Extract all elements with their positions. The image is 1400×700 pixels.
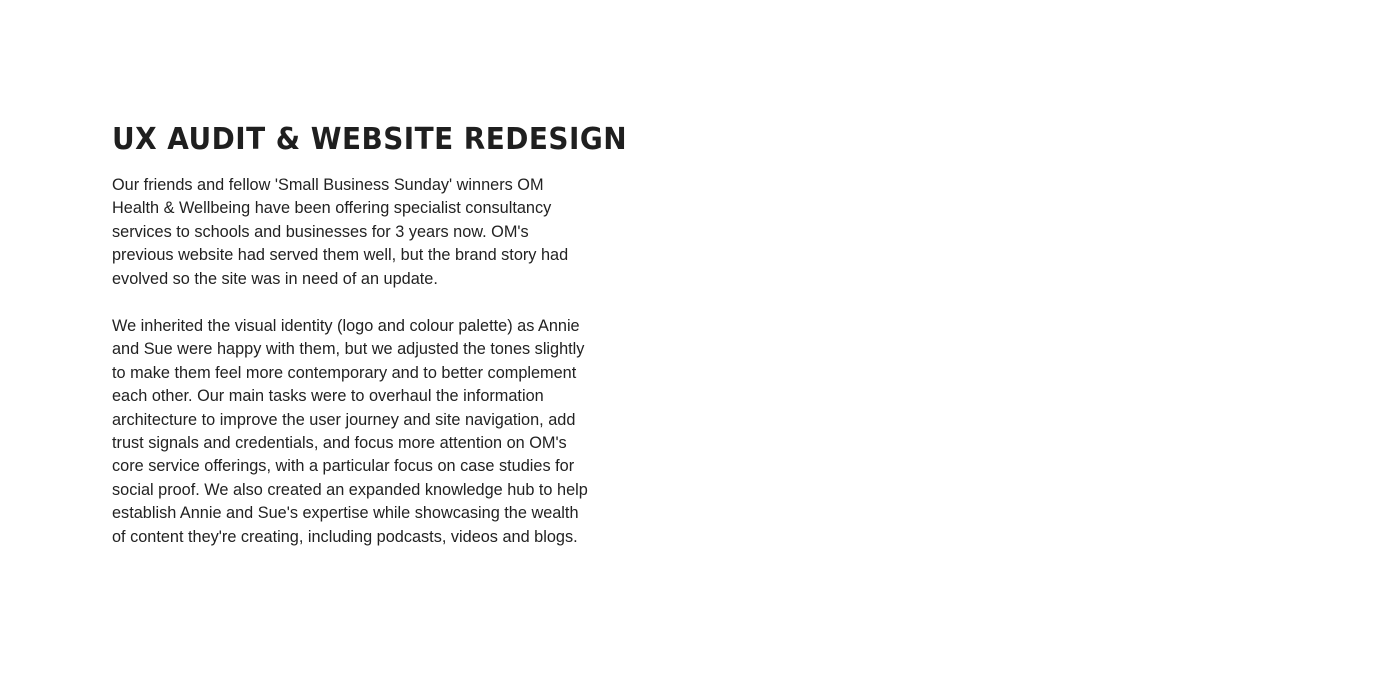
intro-paragraph: Our friends and fellow 'Small Business Sunday' winners OM Health & Wellbeing have been offering specialist consultancy services to schools and businesses for 3 years now. OM's previous website had served them well, but the brand story had evolved so the site was in need of an update. [112, 176, 569, 288]
details-paragraph: We inherited the visual identity (logo and colour palette) as Annie and Sue were happy with them, but we adjusted the tones slightly to make them feel more contemporary and to better complement each other. Our main tasks were to overhaul the information architecture to improve the user journey and site navigation, add trust signals and credentials, and focus more attention on OM's core service offerings, with a particular focus on case studies for social proof. We also created an expanded knowledge hub to help establish Annie and Sue's expertise while showcasing the wealth of content they're creating, including podcasts, videos and blogs. [112, 317, 588, 546]
page-title: UX AUDIT & WEBSITE REDESIGN [112, 122, 628, 157]
case-study-section [112, 118, 628, 573]
